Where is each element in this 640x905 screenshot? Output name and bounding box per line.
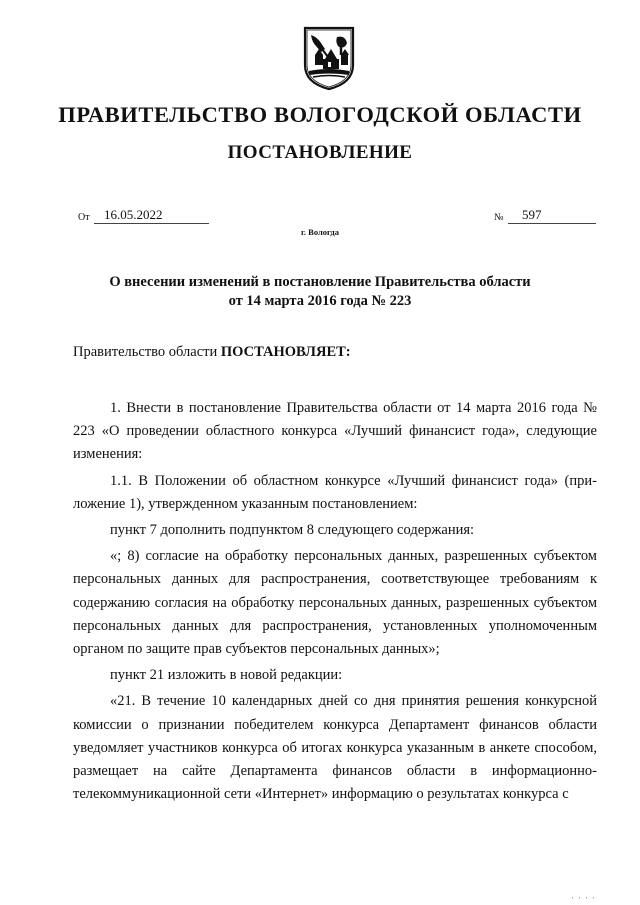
city-label: г. Вологда bbox=[301, 227, 339, 237]
date-label: От bbox=[78, 212, 90, 223]
document-date: 16.05.2022 bbox=[104, 207, 163, 222]
date-underline bbox=[94, 223, 209, 224]
paragraph: 1. Внести в постановление Правительства области от 14 марта 2016 года № 223 «О проведении областного конкурса «Лучший финансист года», следующие изменения: bbox=[73, 400, 597, 463]
paragraph: «21. В течение 10 календарных дней со дня принятия решения конкурсной комиссии о признании победителем конкурса Департамент финансов области уведомляет участников конкурса об итогах конкурса указанным в анкете способом, размещает на сайте Департамента финансов области в информационно-телекоммуникационной сети «Интернет» информацию о результатах конкурса с bbox=[73, 693, 597, 803]
document-subject bbox=[60, 273, 580, 311]
subject-line-1: О внесении изменений в постановление Правительства области bbox=[109, 274, 531, 290]
paragraph: пункт 21 изложить в новой редакции: bbox=[110, 667, 343, 684]
subject-line-2: от 14 марта 2016 года № 223 bbox=[228, 293, 412, 309]
decree-line bbox=[73, 344, 351, 361]
coat-of-arms-icon bbox=[301, 25, 357, 91]
paragraph: пункт 7 дополнить подпунктом 8 следующего содержания: bbox=[110, 522, 475, 539]
document-number: 597 bbox=[522, 207, 542, 222]
document-type: ПОСТАНОВЛЕНИЕ bbox=[227, 142, 413, 163]
paragraph: «; 8) согласие на обработку персональных данных, разрешенных субъектом персональных данных для распространения, соответствующее требованиям к содержанию согласия на обработку персональных данных, разрешенных субъектом персональных данных для распространения, установленных уполномоченным органом по защите прав субъектов персональных данных»; bbox=[73, 548, 597, 658]
paragraph: 1.1. В Положении об областном конкурсе «Лучший финансист года» (приложение 1), утвержденном указанным постановлением: bbox=[73, 472, 597, 512]
decree-keyword: ПОСТАНОВЛЯЕТ: bbox=[220, 344, 351, 360]
document-body bbox=[73, 397, 597, 806]
number-label: № bbox=[494, 212, 504, 223]
organization-title: ПРАВИТЕЛЬСТВО ВОЛОГОДСКОЙ ОБЛАСТИ bbox=[58, 102, 582, 127]
decree-prefix: Правительство области bbox=[73, 344, 221, 360]
number-underline bbox=[508, 223, 596, 224]
scan-marks: ' ' ' ' bbox=[572, 896, 597, 904]
